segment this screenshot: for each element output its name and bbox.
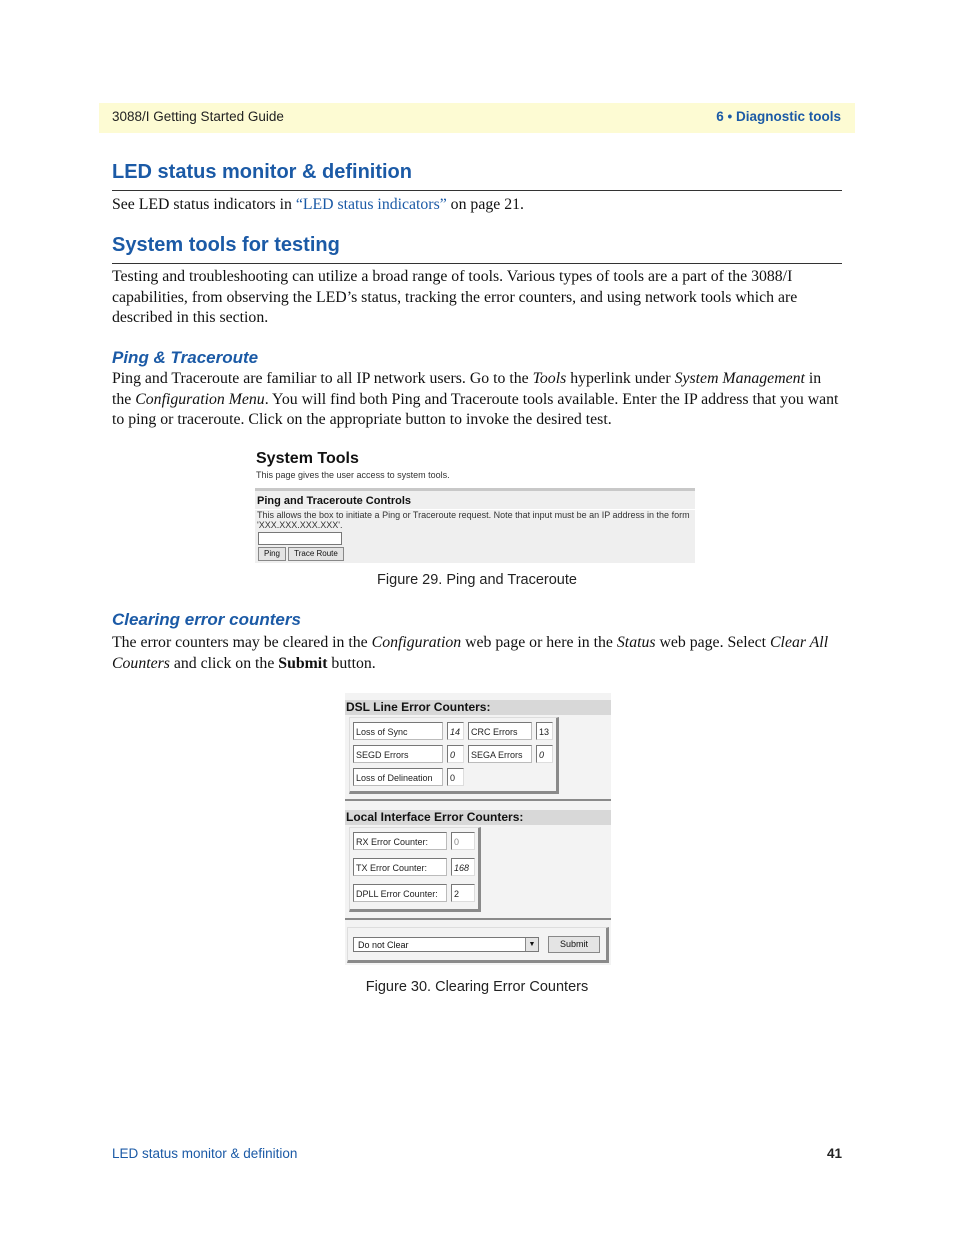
system-tools-body: Testing and troubleshooting can utilize a broad range of tools. Various types of tools are a part of the 3088/I capabilities, from observing the LED’s status, tracking the error counters, and using network tools which are described in this section. (112, 268, 798, 326)
segd-errors-value: 0 (447, 745, 464, 763)
page-number: 41 (826, 1146, 842, 1161)
text-run: See LED status indicators in (112, 196, 296, 213)
text-run-italic: Configuration (371, 634, 462, 651)
system-tools-subtitle: This page gives the user access to system tools. (256, 470, 450, 480)
ping-button[interactable]: Ping (258, 547, 286, 561)
local-counters-panel (349, 827, 481, 912)
local-counters-heading: Local Interface Error Counters: (345, 810, 611, 825)
tx-error-counter-value: 168 (451, 858, 475, 876)
controls-heading: Ping and Traceroute Controls (257, 495, 412, 507)
text-run: button. (327, 654, 376, 672)
text-run-italic: Status (616, 634, 656, 651)
led-section-heading: LED status monitor & definition (112, 161, 412, 183)
clear-counters-select[interactable] (353, 937, 539, 952)
section-divider (345, 918, 611, 920)
text-run: in the (112, 370, 822, 408)
sega-errors-label: SEGA Errors (468, 745, 532, 763)
led-status-indicators-link[interactable]: “LED status indicators” (295, 196, 447, 213)
system-tools-title: System Tools (256, 450, 359, 467)
text-run-italic: System Management (674, 370, 805, 387)
text-run-italic: Clear All Counters (112, 634, 829, 672)
clearing-error-counters-heading: Clearing error counters (112, 610, 301, 629)
section-divider (345, 799, 611, 801)
loss-of-delineation-label: Loss of Delineation (353, 768, 443, 786)
text-run-bold: Submit (278, 654, 328, 672)
text-run: Ping and Traceroute are familiar to all IP network users. Go to the (112, 370, 533, 387)
chapter-title: 6 • Diagnostic tools (716, 109, 841, 124)
ip-address-input[interactable] (258, 532, 342, 545)
heading-rule (112, 263, 842, 264)
guide-title: 3088/I Getting Started Guide (112, 109, 284, 124)
rx-error-counter-label: RX Error Counter: (353, 832, 447, 850)
figure-30-caption: Figure 30. Clearing Error Counters (365, 979, 589, 995)
tx-error-counter-label: TX Error Counter: (353, 858, 447, 876)
sega-errors-value: 0 (536, 745, 553, 763)
trace-route-button[interactable]: Trace Route (288, 547, 344, 561)
text-run: web page. Select (655, 634, 771, 651)
text-run: hyperlink under (566, 370, 675, 387)
system-tools-heading: System tools for testing (112, 234, 340, 256)
text-run-italic: Configuration Menu (135, 390, 265, 408)
text-run: and click on the (169, 654, 279, 672)
led-section-text (112, 195, 844, 216)
text-run-italic: Tools (532, 370, 567, 387)
dpll-error-counter-label: DPLL Error Counter: (353, 884, 447, 902)
loss-of-delineation-value: 0 (447, 768, 464, 786)
segd-errors-label: SEGD Errors (353, 745, 443, 763)
dsl-counters-panel (349, 717, 559, 794)
select-value: Do not Clear (358, 940, 409, 950)
ping-traceroute-screenshot (255, 450, 695, 562)
loss-of-sync-value: 14 (447, 722, 464, 740)
ping-traceroute-body (112, 369, 844, 431)
chevron-down-icon[interactable]: ▼ (525, 938, 538, 951)
dpll-error-counter-value: 2 (451, 884, 475, 902)
rx-error-counter-value: 0 (451, 832, 475, 850)
running-header (99, 103, 855, 133)
clearing-error-counters-body (112, 633, 844, 674)
text-run: web page or here in the (461, 634, 617, 651)
dsl-counters-heading: DSL Line Error Counters: (345, 700, 611, 715)
text-run: The error counters may be cleared in the (112, 634, 372, 651)
heading-rule (112, 190, 842, 191)
footer-section-name: LED status monitor & definition (112, 1146, 298, 1161)
figure-29-caption: Figure 29. Ping and Traceroute (377, 572, 577, 588)
ping-traceroute-heading: Ping & Traceroute (112, 348, 259, 367)
loss-of-sync-label: Loss of Sync (353, 722, 443, 740)
crc-errors-value: 13 (536, 722, 553, 740)
submit-button[interactable]: Submit (548, 936, 600, 953)
clearing-error-counters-screenshot (345, 693, 611, 965)
text-run: . You will find both Ping and Traceroute tools available. Enter the IP address that you want to ping or traceroute. Click on the appropriate button to invoke the desired test. (112, 390, 839, 428)
controls-description: This allows the box to initiate a Ping or Traceroute request. Note that input must be an IP address in the form 'XXX.XXX.XXX.XXX'. (257, 510, 690, 530)
crc-errors-label: CRC Errors (468, 722, 532, 740)
ping-traceroute-controls (255, 488, 695, 563)
text-run: on page 21. (446, 196, 524, 213)
